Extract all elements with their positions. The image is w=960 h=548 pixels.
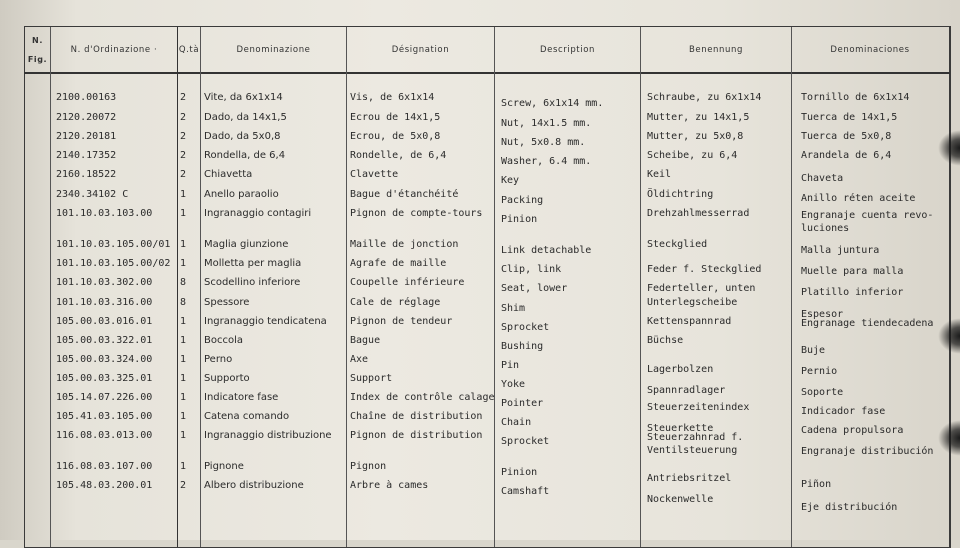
german-name-cell: Nockenwelle — [647, 494, 714, 505]
italian-name-cell: Ingranaggio distribuzione — [204, 430, 332, 441]
order-number-cell: 101.10.03.103.00 — [56, 208, 153, 219]
quantity-cell: 1 — [180, 335, 187, 346]
italian-name-cell: Dado, da 5x0,8 — [204, 131, 281, 142]
italian-name-cell: Ingranaggio tendicatena — [204, 316, 327, 327]
quantity-cell: 1 — [180, 411, 187, 422]
spanish-name-cell: Anillo réten aceite — [801, 193, 916, 204]
spanish-name-cell: Soporte — [801, 387, 844, 398]
english-name-cell: Packing — [501, 195, 544, 206]
english-name-cell: Chain — [501, 417, 532, 428]
quantity-cell: 1 — [180, 461, 187, 472]
german-name-cell: Lagerbolzen — [647, 364, 714, 375]
french-name-cell: Support — [350, 373, 393, 384]
german-name-cell: Büchse — [647, 335, 684, 346]
german-name-cell: Öldichtring — [647, 189, 714, 200]
quantity-cell: 1 — [180, 354, 187, 365]
spanish-name-cell: Chaveta — [801, 173, 844, 184]
english-name-cell: Washer, 6.4 mm. — [501, 156, 592, 167]
quantity-cell: 8 — [180, 297, 187, 308]
order-number-cell: 2160.18522 — [56, 169, 117, 180]
italian-name-cell: Rondella, de 6,4 — [204, 150, 286, 161]
spanish-name-cell: Espesor — [801, 309, 844, 320]
header-n-fig-top: N. — [32, 36, 43, 45]
header-n-fig — [25, 28, 50, 72]
order-number-cell: 116.08.03.013.00 — [56, 430, 153, 441]
english-name-cell: Key — [501, 175, 520, 186]
order-number-cell: 101.10.03.316.00 — [56, 297, 153, 308]
quantity-cell: 8 — [180, 277, 187, 288]
italian-name-cell: Anello paraolio — [204, 189, 279, 200]
italian-name-cell: Maglia giunzione — [204, 239, 289, 250]
german-name-cell: Mutter, zu 5x0,8 — [647, 131, 744, 142]
order-number-cell: 2100.00163 — [56, 92, 117, 103]
spanish-name-cell: Engranaje distribución — [801, 446, 934, 457]
order-number-cell: 101.10.03.105.00/01 — [56, 239, 171, 250]
french-name-cell: Pignon de compte-tours — [350, 208, 483, 219]
order-number-cell: 105.14.07.226.00 — [56, 392, 153, 403]
german-name-cell: Feder f. Steckglied — [647, 264, 762, 275]
header-denominazione: Denominazione — [236, 45, 311, 55]
french-name-cell: Pignon — [350, 461, 387, 472]
italian-name-cell: Albero distribuzione — [204, 480, 304, 491]
header-benennung: Benennung — [688, 45, 744, 55]
french-name-cell: Agrafe de maille — [350, 258, 447, 269]
spanish-name-cell: Tuerca de 5x0,8 — [801, 131, 892, 142]
header-divider — [24, 72, 950, 74]
german-name-cell: Antriebsritzel — [647, 473, 732, 484]
italian-name-cell: Indicatore fase — [204, 392, 279, 403]
spanish-name-cell: Eje distribución — [801, 502, 898, 513]
column-divider — [177, 27, 178, 547]
italian-name-cell: Perno — [204, 354, 233, 365]
spanish-name-cell: Cadena propulsora — [801, 425, 904, 436]
italian-name-cell: Catena comando — [204, 411, 290, 422]
french-name-cell: Ecrou, de 5x0,8 — [350, 131, 441, 142]
german-name-cell: Keil — [647, 169, 672, 180]
french-name-cell: Axe — [350, 354, 369, 365]
order-number-cell: 2120.20072 — [56, 112, 117, 123]
page-edge-shadow — [938, 130, 960, 166]
spanish-name-cell: Muelle para malla — [801, 266, 904, 277]
german-name-cell: Steuerzahnrad f. — [647, 432, 744, 443]
order-number-cell: 105.48.03.200.01 — [56, 480, 153, 491]
english-name-cell: Camshaft — [501, 486, 550, 497]
column-divider — [50, 27, 51, 547]
french-name-cell: Rondelle, de 6,4 — [350, 150, 447, 161]
quantity-cell: 1 — [180, 316, 187, 327]
german-name-cell: Federteller, unten — [647, 283, 756, 294]
italian-name-cell: Pignone — [204, 461, 244, 472]
quantity-cell: 1 — [180, 239, 187, 250]
german-name-cell: Scheibe, zu 6,4 — [647, 150, 738, 161]
order-number-cell: 105.00.03.016.01 — [56, 316, 153, 327]
header-qta: Q.tà — [178, 45, 200, 55]
french-name-cell: Chaîne de distribution — [350, 411, 483, 422]
spanish-name-cell: Tornillo de 6x1x14 — [801, 92, 910, 103]
column-divider — [346, 27, 347, 547]
spanish-name-cell-continued: luciones — [801, 223, 850, 234]
english-name-cell: Sprocket — [501, 436, 550, 447]
header-n-ordinazione: N. d'Ordinazione · — [70, 45, 158, 55]
italian-name-cell: Chiavetta — [204, 169, 253, 180]
italian-name-cell: Ingranaggio contagiri — [204, 208, 312, 219]
quantity-cell: 2 — [180, 150, 187, 161]
spanish-name-cell: Pernio — [801, 366, 838, 377]
french-name-cell: Ecrou de 14x1,5 — [350, 112, 441, 123]
french-name-cell: Vis, de 6x1x14 — [350, 92, 435, 103]
quantity-cell: 2 — [180, 480, 187, 491]
page-edge-shadow — [938, 318, 960, 354]
spanish-name-cell: Platillo inferior — [801, 287, 904, 298]
french-name-cell: Index de contrôle calage — [350, 392, 495, 403]
german-name-cell: Spannradlager — [647, 385, 726, 396]
quantity-cell: 2 — [180, 131, 187, 142]
header-n-fig-bottom: Fig. — [27, 55, 48, 64]
german-name-cell: Unterlegscheibe — [647, 297, 738, 308]
quantity-cell: 2 — [180, 92, 187, 103]
order-number-cell: 2340.34102 C — [56, 189, 129, 200]
order-number-cell: 116.08.03.107.00 — [56, 461, 153, 472]
quantity-cell: 1 — [180, 430, 187, 441]
quantity-cell: 1 — [180, 373, 187, 384]
header-description: Description — [539, 45, 595, 55]
spanish-name-cell: Engranaje cuenta revo- — [801, 210, 934, 221]
english-name-cell: Pinion — [501, 214, 538, 225]
italian-name-cell: Spessore — [204, 297, 250, 308]
english-name-cell: Clip, link — [501, 264, 562, 275]
english-name-cell: Pin — [501, 360, 520, 371]
quantity-cell: 1 — [180, 208, 187, 219]
order-number-cell: 105.41.03.105.00 — [56, 411, 153, 422]
english-name-cell: Link detachable — [501, 245, 592, 256]
italian-name-cell: Supporto — [204, 373, 250, 384]
german-name-cell: Steuerkette — [647, 423, 714, 434]
italian-name-cell: Vite, da 6x1x14 — [204, 92, 283, 103]
spanish-name-cell: Piñon — [801, 479, 832, 490]
quantity-cell: 2 — [180, 169, 187, 180]
order-number-cell: 2140.17352 — [56, 150, 117, 161]
spanish-name-cell: Arandela de 6,4 — [801, 150, 892, 161]
header-designation: Désignation — [391, 45, 450, 55]
french-name-cell: Cale de réglage — [350, 297, 441, 308]
spanish-name-cell: Tuerca de 14x1,5 — [801, 112, 898, 123]
english-name-cell: Pinion — [501, 467, 538, 478]
german-name-cell: Drehzahlmesserrad — [647, 208, 750, 219]
german-name-cell-continued: Ventilsteuerung — [647, 445, 738, 456]
french-name-cell: Maille de jonction — [350, 239, 459, 250]
page-edge-shadow — [938, 420, 960, 456]
quantity-cell: 2 — [180, 112, 187, 123]
english-name-cell: Nut, 14x1.5 mm. — [501, 118, 592, 129]
italian-name-cell: Scodellino inferiore — [204, 277, 301, 288]
english-name-cell: Pointer — [501, 398, 544, 409]
column-divider — [640, 27, 641, 547]
english-name-cell: Nut, 5x0.8 mm. — [501, 137, 586, 148]
french-name-cell: Bague — [350, 335, 381, 346]
french-name-cell: Coupelle inférieure — [350, 277, 465, 288]
column-divider — [494, 27, 495, 547]
italian-name-cell: Dado, da 14x1,5 — [204, 112, 287, 123]
german-name-cell: Mutter, zu 14x1,5 — [647, 112, 750, 123]
quantity-cell: 1 — [180, 258, 187, 269]
english-name-cell: Bushing — [501, 341, 544, 352]
english-name-cell: Shim — [501, 303, 526, 314]
german-name-cell: Kettenspannrad — [647, 316, 732, 327]
english-name-cell: Screw, 6x1x14 mm. — [501, 98, 604, 109]
french-name-cell: Pignon de tendeur — [350, 316, 453, 327]
header-denominaciones: Denominaciones — [830, 45, 910, 55]
french-name-cell: Bague d'étanchéité — [350, 189, 459, 200]
order-number-cell: 105.00.03.324.00 — [56, 354, 153, 365]
column-divider — [200, 27, 201, 547]
german-name-cell: Steckglied — [647, 239, 708, 250]
german-name-cell: Steuerzeitenindex — [647, 402, 750, 413]
german-name-cell: Schraube, zu 6x1x14 — [647, 92, 762, 103]
french-name-cell: Arbre à cames — [350, 480, 429, 491]
english-name-cell: Yoke — [501, 379, 526, 390]
spanish-name-cell: Malla juntura — [801, 245, 880, 256]
quantity-cell: 1 — [180, 189, 187, 200]
order-number-cell: 105.00.03.322.01 — [56, 335, 153, 346]
italian-name-cell: Boccola — [204, 335, 243, 346]
spanish-name-cell: Indicador fase — [801, 406, 886, 417]
order-number-cell: 105.00.03.325.01 — [56, 373, 153, 384]
quantity-cell: 1 — [180, 392, 187, 403]
column-divider — [791, 27, 792, 547]
spanish-name-cell: Buje — [801, 345, 826, 356]
order-number-cell: 2120.20181 — [56, 131, 117, 142]
italian-name-cell: Molletta per maglia — [204, 258, 302, 269]
french-name-cell: Pignon de distribution — [350, 430, 483, 441]
english-name-cell: Seat, lower — [501, 283, 568, 294]
order-number-cell: 101.10.03.302.00 — [56, 277, 153, 288]
order-number-cell: 101.10.03.105.00/02 — [56, 258, 171, 269]
spanish-name-cell: Engranage tiendecadena — [801, 318, 934, 329]
english-name-cell: Sprocket — [501, 322, 550, 333]
french-name-cell: Clavette — [350, 169, 399, 180]
